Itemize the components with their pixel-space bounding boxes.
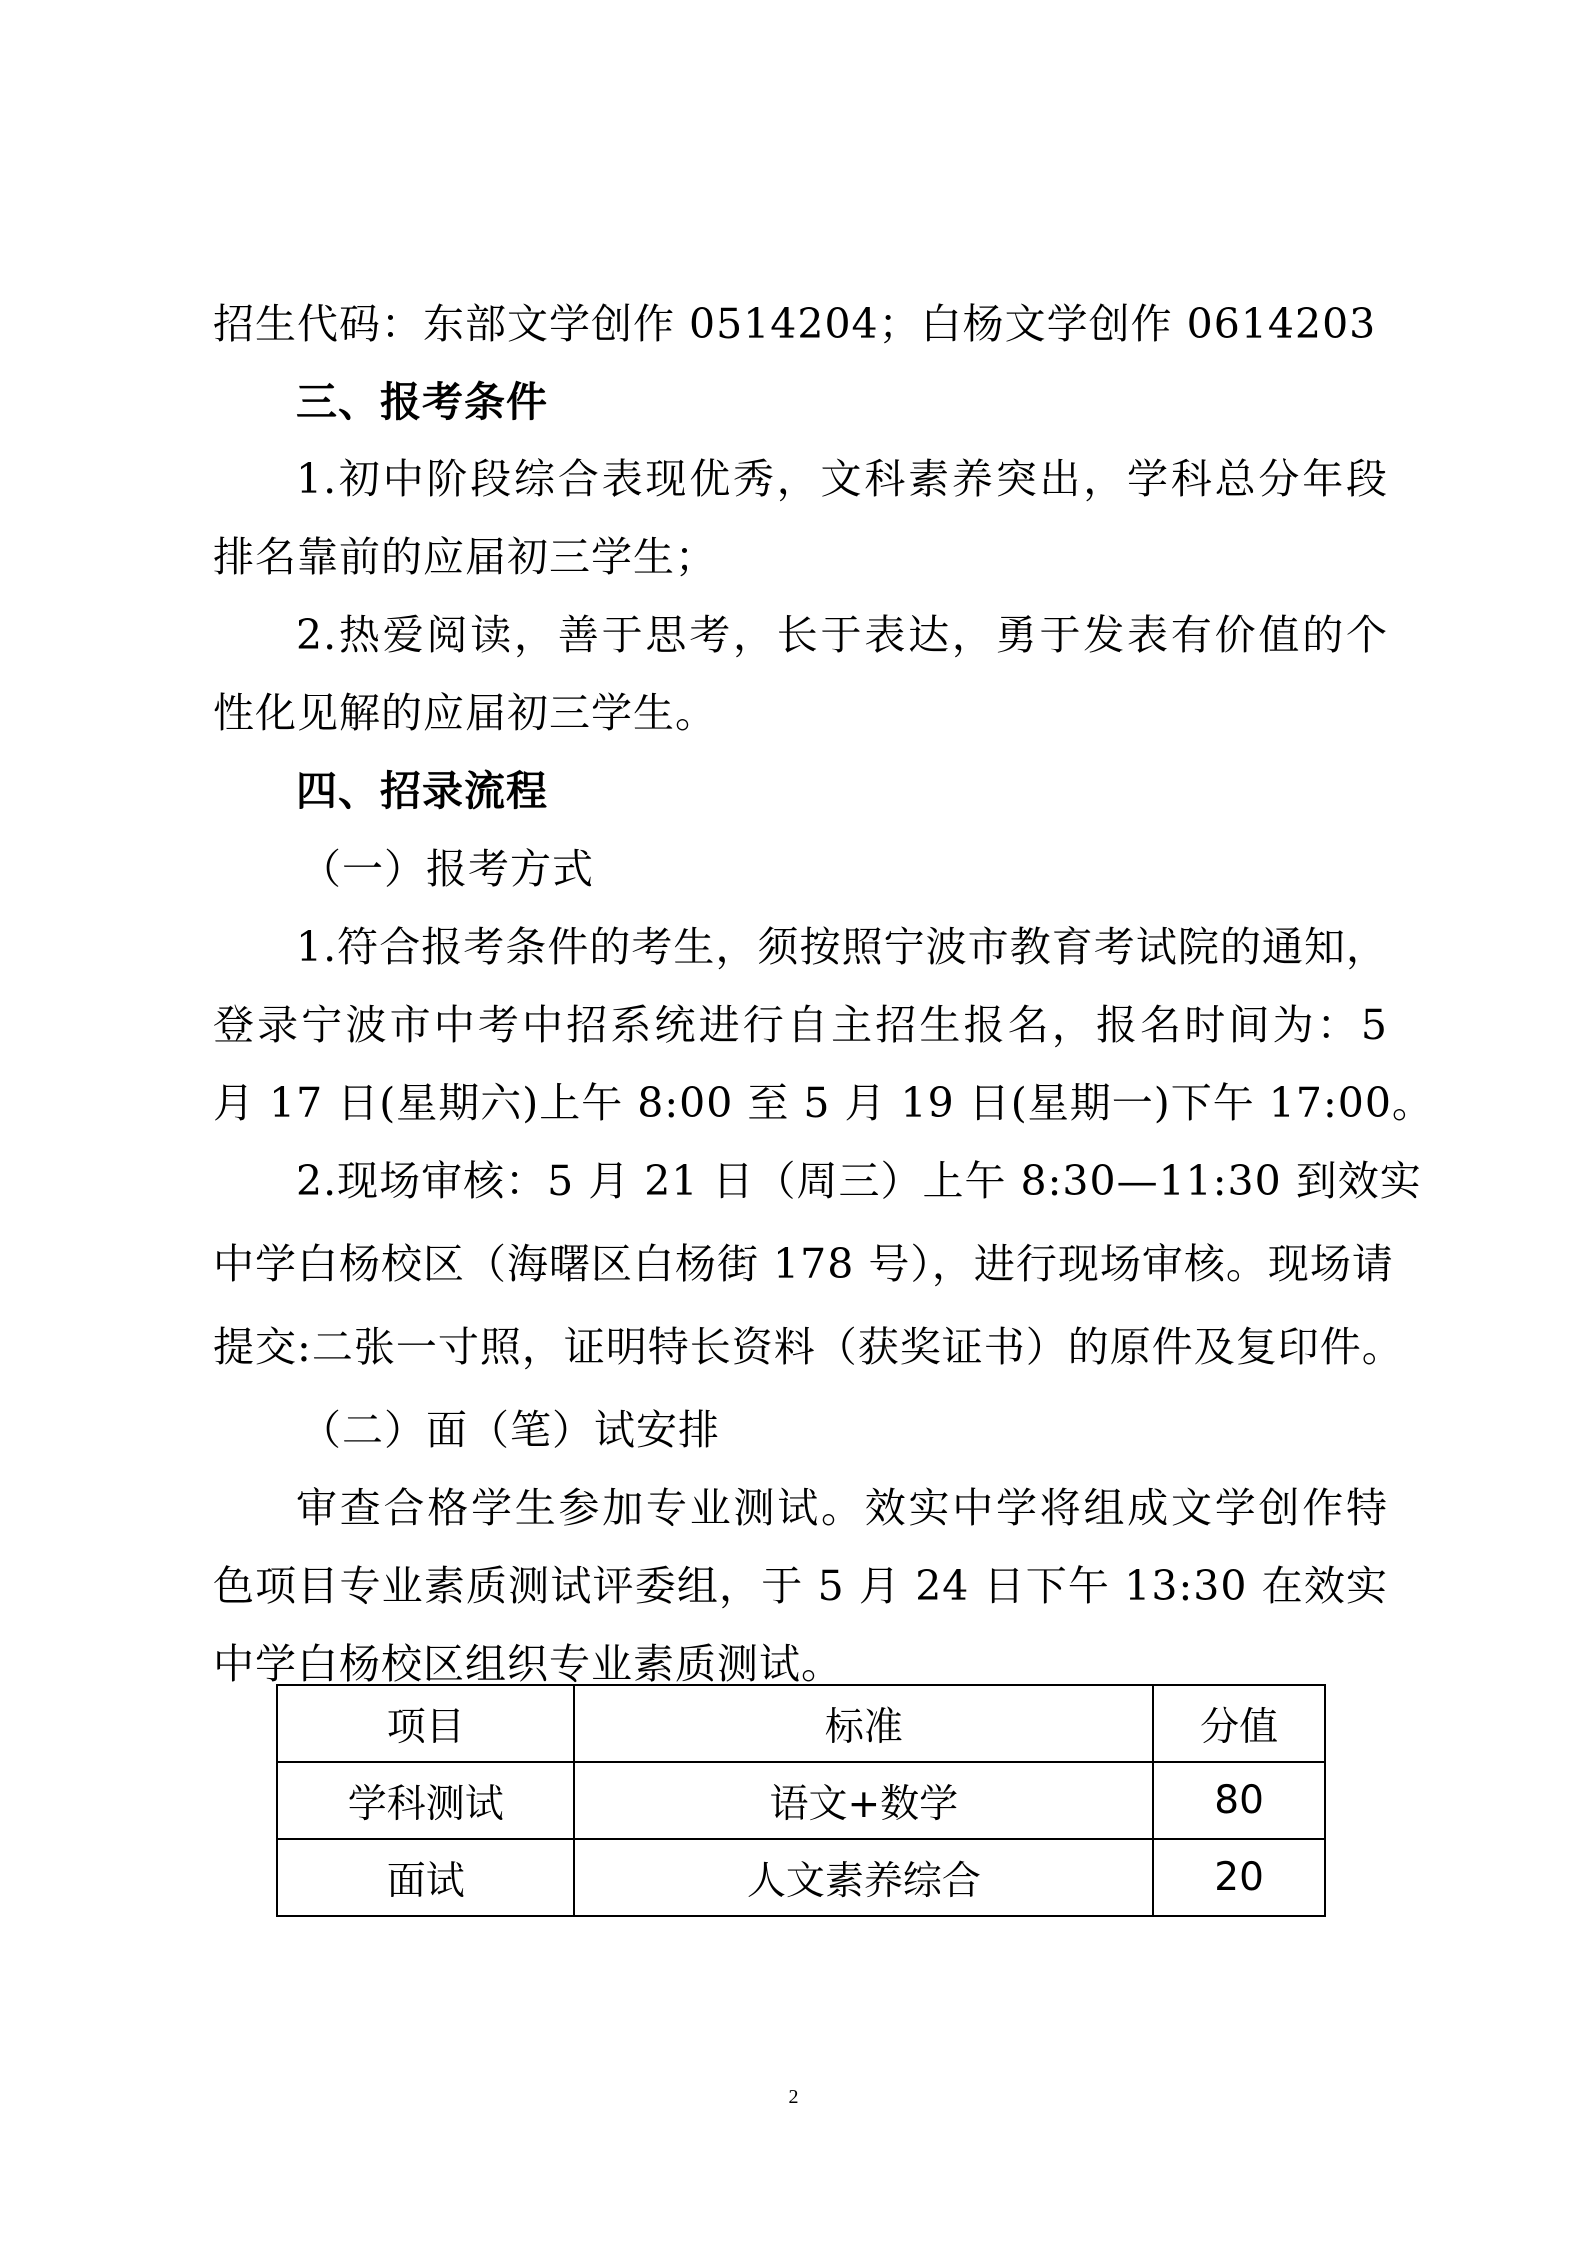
table-cell: 20 xyxy=(1153,1839,1325,1916)
section-heading-conditions: 三、报考条件 xyxy=(296,378,548,426)
header-cell-item: 项目 xyxy=(277,1685,574,1762)
table-cell: 语文+数学 xyxy=(574,1762,1153,1839)
table-header-row xyxy=(277,1685,1325,1762)
page-number: 2 xyxy=(788,2086,799,2108)
condition-1-line-1: 1.初中阶段综合表现优秀，文科素养突出，学科总分年段 xyxy=(296,455,1388,503)
table-cell: 学科测试 xyxy=(277,1762,574,1839)
test-line-1: 审查合格学生参加专业测试。效实中学将组成文学创作特 xyxy=(296,1484,1388,1532)
registration-line-2: 登录宁波市中考中招系统进行自主招生报名，报名时间为：5 xyxy=(213,1001,1388,1049)
enrollment-code-line: 招生代码：东部文学创作 0514204；白杨文学创作 0614203 xyxy=(213,300,1377,348)
review-line-3: 提交:二张一寸照，证明特长资料（获奖证书）的原件及复印件。 xyxy=(213,1323,1404,1371)
table-row xyxy=(277,1839,1325,1916)
review-line-2: 中学白杨校区（海曙区白杨街 178 号），进行现场审核。现场请 xyxy=(213,1240,1394,1288)
header-cell-standard: 标准 xyxy=(574,1685,1153,1762)
header-cell-score: 分值 xyxy=(1153,1685,1325,1762)
table-cell: 面试 xyxy=(277,1839,574,1916)
test-line-2: 色项目专业素质测试评委组，于 5 月 24 日下午 13:30 在效实 xyxy=(213,1562,1388,1610)
condition-2-line-1: 2.热爱阅读，善于思考，长于表达，勇于发表有价值的个 xyxy=(296,611,1388,659)
test-line-3: 中学白杨校区组织专业素质测试。 xyxy=(213,1640,843,1688)
registration-line-1: 1.符合报考条件的考生，须按照宁波市教育考试院的通知， xyxy=(296,923,1388,971)
registration-line-3: 月 17 日(星期六)上午 8:00 至 5 月 19 日(星期一)下午 17:00。 xyxy=(213,1079,1434,1127)
table-row xyxy=(277,1762,1325,1839)
condition-1-line-2: 排名靠前的应届初三学生； xyxy=(213,533,717,581)
section-heading-process: 四、招录流程 xyxy=(296,767,548,815)
subsection-heading-registration: （一）报考方式 xyxy=(300,845,594,893)
condition-2-line-2: 性化见解的应届初三学生。 xyxy=(213,689,717,737)
table-cell: 人文素养综合 xyxy=(574,1839,1153,1916)
subsection-heading-interview: （二）面（笔）试安排 xyxy=(300,1406,720,1454)
score-table xyxy=(276,1684,1326,1917)
table-cell: 80 xyxy=(1153,1762,1325,1839)
review-line-1: 2.现场审核：5 月 21 日（周三）上午 8:30—11:30 到效实 xyxy=(296,1157,1422,1205)
